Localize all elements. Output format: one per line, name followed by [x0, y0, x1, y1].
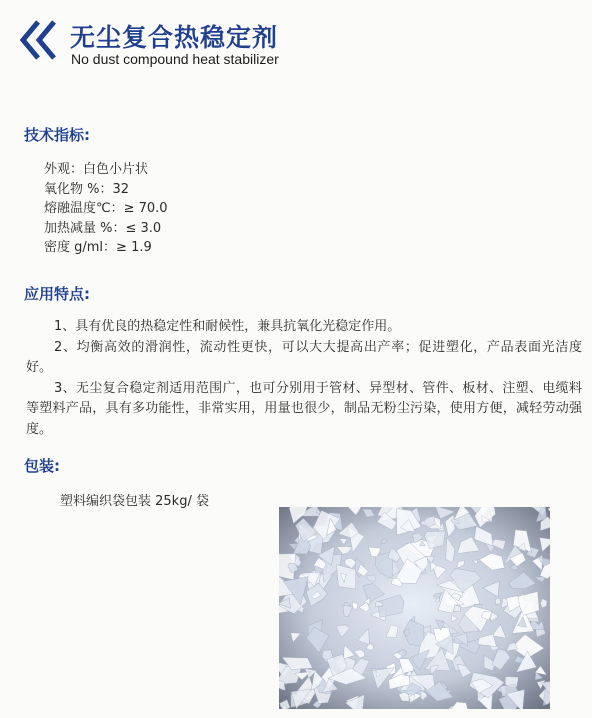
spec-item: 氧化物 %：32 [44, 181, 130, 197]
page-subtitle: No dust compound heat stabilizer [71, 51, 279, 67]
feature-paragraph: 2、均衡高效的滑润性，流动性更快，可以大大提高出产率；促进塑化，产品表面光洁度好。 [26, 339, 582, 375]
white-flakes-image [279, 507, 550, 709]
spec-item: 加热减量 %：≤ 3.0 [44, 220, 162, 236]
spec-item: 密度 g/ml：≥ 1.9 [44, 240, 152, 255]
specs-list [44, 160, 168, 258]
packing-text: 塑料编织袋包装 25kg/ 袋 [60, 494, 209, 509]
features-body [26, 317, 582, 440]
document-header [18, 14, 578, 74]
feature-paragraph: 3、无尘复合稳定剂适用范围广，也可分别用于管材、异型材、管件、板材、注塑、电缆料等塑料产品，具有多功能性，非常实用，用量也很少，制品无粉尘污染，使用方便，减轻劳动强度。 [26, 380, 582, 437]
specs-heading: 技术指标: [24, 126, 90, 144]
spec-item: 外观：白色小片状 [44, 162, 149, 177]
page-title: 无尘复合热稳定剂 [70, 23, 279, 52]
double-chevron-left-icon [18, 18, 62, 62]
features-heading: 应用特点: [24, 285, 90, 303]
product-photo [279, 507, 550, 709]
feature-paragraph: 1、具有优良的热稳定性和耐候性，兼具抗氧化光稳定作用。 [54, 319, 401, 334]
spec-item: 熔融温度℃：≥ 70.0 [44, 201, 168, 216]
packing-heading: 包装: [24, 457, 60, 475]
